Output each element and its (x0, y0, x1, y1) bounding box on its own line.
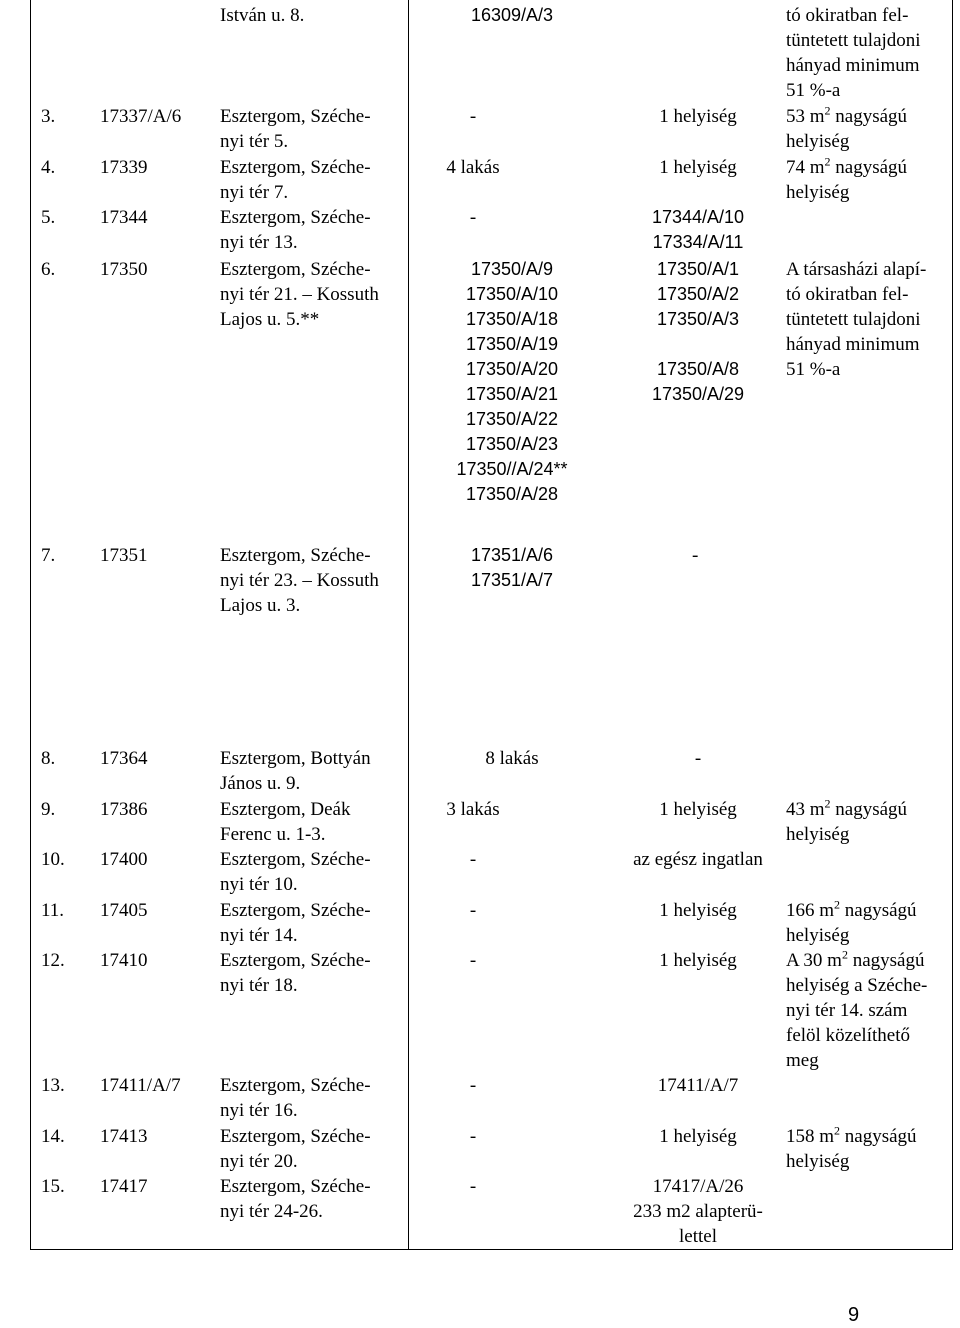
cell-line: nyi tér 24-26. (220, 1201, 323, 1222)
row-number: 8. (41, 748, 56, 769)
cell-line: 51 %-a (786, 80, 841, 101)
cell-line: 17350/A/21 (465, 384, 559, 404)
cell-line: 1 helyiség (659, 106, 737, 127)
cell-line (620, 332, 776, 357)
apartments (408, 543, 616, 593)
cell-line: 8 lakás (485, 748, 539, 769)
parcel-number: 17413 (100, 1126, 148, 1147)
cell-line: Lajos u. 5.** (220, 309, 320, 330)
cell-line: István u. 8. (220, 5, 305, 26)
cell-line: Esztergom, Széche- (220, 106, 371, 127)
row-number: 4. (41, 157, 56, 178)
cell-line: Esztergom, Bottyán (220, 748, 371, 769)
cell-line: nyi tér 7. (220, 182, 289, 203)
cell-line: Esztergom, Széche- (220, 1176, 371, 1197)
address (220, 155, 400, 205)
apartments (408, 257, 616, 507)
page-number: 9 (848, 1304, 860, 1326)
cell-line: Esztergom, Széche- (220, 950, 371, 971)
cell-line: helyiség (786, 131, 850, 152)
cell-line: Ferenc u. 1-3. (220, 824, 326, 845)
parcel-number: 17339 (100, 157, 148, 178)
note (786, 1124, 952, 1174)
address (220, 847, 400, 897)
cell-line: Esztergom, Széche- (220, 1075, 371, 1096)
parcel-number: 17405 (100, 900, 148, 921)
cell-line: hányad minimum (786, 55, 920, 76)
cell-line: 17344/A/10 (651, 207, 745, 227)
table-border-bottom (30, 1249, 953, 1250)
cell-line: nyi tér 16. (220, 1100, 298, 1121)
cell-line: Esztergom, Széche- (220, 207, 371, 228)
cell-line: helyiség (786, 182, 850, 203)
apartments (408, 1174, 538, 1199)
cell-line: - (469, 1075, 477, 1096)
cell-line: lettel (679, 1226, 717, 1247)
cell-line: - (469, 1126, 477, 1147)
cell-line: nyi tér 10. (220, 874, 298, 895)
cell-line: - (469, 950, 477, 971)
cell-line: Esztergom, Széche- (220, 157, 371, 178)
cell-line: nyi tér 5. (220, 131, 289, 152)
cell-line: nyi tér 14. szám (786, 1000, 908, 1021)
cell-line: 17350//A/24** (456, 459, 568, 479)
parcel-number: 17411/A/7 (100, 1075, 181, 1096)
parcel-number: 17386 (100, 799, 148, 820)
address (220, 3, 400, 28)
cell-line: 166 $m^2$ nagyságú (786, 897, 917, 921)
cell-line: - (469, 849, 477, 870)
cell-line: 17351/A/6 (470, 545, 554, 565)
premises (620, 847, 776, 872)
cell-line: helyiség (786, 1151, 850, 1172)
cell-line: A 30 $m^2$ nagyságú (786, 947, 925, 971)
cell-line: nyi tér 20. (220, 1151, 298, 1172)
cell-line: 51 %-a (786, 359, 841, 380)
note (786, 104, 952, 154)
row-number: 12. (41, 950, 65, 971)
row-number: 3. (41, 106, 56, 127)
address (220, 205, 400, 255)
parcel-number: 17417 (100, 1176, 148, 1197)
row-number: 6. (41, 259, 56, 280)
cell-line: 1 helyiség (659, 157, 737, 178)
cell-line: 53 $m^2$ nagyságú (786, 103, 908, 127)
premises (620, 948, 776, 973)
table-border-left (30, 0, 31, 1250)
cell-line: hányad minimum (786, 334, 920, 355)
cell-line: 1 helyiség (659, 1126, 737, 1147)
cell-line: helyiség (786, 824, 850, 845)
address (220, 797, 400, 847)
cell-line: nyi tér 13. (220, 232, 298, 253)
address (220, 543, 400, 618)
cell-line: Esztergom, Széche- (220, 900, 371, 921)
cell-line: - (692, 545, 699, 566)
note (786, 257, 952, 382)
premises (620, 104, 776, 129)
cell-line: tó okiratban fel- (786, 284, 909, 305)
apartments (408, 155, 538, 180)
cell-line: - (469, 207, 477, 228)
address (220, 1124, 400, 1174)
row-number: 15. (41, 1176, 65, 1197)
cell-line: 17411/A/7 (657, 1075, 739, 1096)
premises (620, 1124, 776, 1149)
parcel-number: 17364 (100, 748, 148, 769)
cell-line: 1 helyiség (659, 799, 737, 820)
cell-line: 17350/A/20 (465, 359, 559, 379)
note (786, 155, 952, 205)
apartments (408, 746, 616, 771)
cell-line: nyi tér 23. – Kossuth (220, 570, 379, 591)
apartments (408, 3, 616, 28)
cell-line: 17350/A/8 (656, 359, 740, 379)
address (220, 257, 400, 332)
premises (620, 205, 776, 255)
apartments (408, 1124, 538, 1149)
cell-line: 17350/A/28 (465, 484, 559, 504)
cell-line: Esztergom, Széche- (220, 259, 371, 280)
cell-line: 158 $m^2$ nagyságú (786, 1123, 917, 1147)
cell-line: 43 $m^2$ nagyságú (786, 796, 908, 820)
row-number: 10. (41, 849, 65, 870)
column-divider (408, 0, 409, 1250)
address (220, 1073, 400, 1123)
apartments (408, 205, 538, 230)
cell-line: 17334/A/11 (652, 232, 744, 252)
cell-line: 17351/A/7 (470, 570, 554, 590)
cell-line: felöl közelíthető (786, 1025, 910, 1046)
row-number: 13. (41, 1075, 65, 1096)
premises (620, 543, 852, 568)
cell-line: az egész ingatlan (633, 849, 763, 870)
cell-line: nyi tér 18. (220, 975, 298, 996)
row-number: 7. (41, 545, 56, 566)
apartments (408, 847, 538, 872)
row-number: 9. (41, 799, 56, 820)
note (786, 898, 952, 948)
premises (620, 746, 776, 771)
premises (620, 257, 776, 407)
note (786, 948, 952, 1073)
cell-line: 17417/A/26 (652, 1176, 744, 1197)
cell-line: tüntetett tulajdoni (786, 30, 921, 51)
premises (620, 1174, 776, 1249)
cell-line: Esztergom, Széche- (220, 545, 371, 566)
cell-line: 16309/A/3 (470, 5, 554, 25)
cell-line: 17350/A/23 (465, 434, 559, 454)
cell-line: - (469, 1176, 477, 1197)
cell-line: 17350/A/1 (656, 259, 740, 279)
address (220, 746, 400, 796)
apartments (408, 797, 538, 822)
address (220, 104, 400, 154)
cell-line: meg (786, 1050, 819, 1071)
parcel-number: 17337/A/6 (100, 106, 182, 127)
cell-line: - (469, 900, 477, 921)
cell-line: 3 lakás (446, 799, 500, 820)
premises (620, 898, 776, 923)
parcel-number: 17344 (100, 207, 148, 228)
cell-line: 17350/A/18 (465, 309, 559, 329)
parcel-number: 17350 (100, 259, 148, 280)
cell-line: Esztergom, Széche- (220, 849, 371, 870)
cell-line: nyi tér 14. (220, 925, 298, 946)
row-number: 14. (41, 1126, 65, 1147)
row-number: 5. (41, 207, 56, 228)
address (220, 948, 400, 998)
cell-line: - (694, 748, 702, 769)
cell-line: János u. 9. (220, 773, 301, 794)
note (786, 3, 952, 103)
cell-line: 1 helyiség (659, 900, 737, 921)
address (220, 898, 400, 948)
cell-line: 17350/A/10 (465, 284, 559, 304)
cell-line: Esztergom, Deák (220, 799, 351, 820)
cell-line: - (469, 106, 477, 127)
cell-line: Esztergom, Széche- (220, 1126, 371, 1147)
cell-line: 1 helyiség (659, 950, 737, 971)
premises (620, 155, 776, 180)
cell-line: tó okiratban fel- (786, 5, 909, 26)
cell-line: nyi tér 21. – Kossuth (220, 284, 379, 305)
cell-line: 17350/A/22 (465, 409, 559, 429)
cell-line: 74 $m^2$ nagyságú (786, 154, 908, 178)
cell-line: 17350/A/9 (470, 259, 554, 279)
cell-line: helyiség a Széche- (786, 975, 928, 996)
parcel-number: 17410 (100, 950, 148, 971)
cell-line: Lajos u. 3. (220, 595, 301, 616)
premises (620, 1073, 776, 1098)
cell-line: 233 m2 alapterü- (633, 1201, 763, 1222)
cell-line: 17350/A/29 (651, 384, 745, 404)
cell-line: A társasházi alapí- (786, 259, 927, 280)
apartments (408, 898, 538, 923)
cell-line: 17350/A/2 (656, 284, 740, 304)
premises (620, 797, 776, 822)
row-number: 11. (41, 900, 65, 921)
apartments (408, 948, 538, 973)
parcel-number: 17351 (100, 545, 148, 566)
apartments (408, 1073, 538, 1098)
cell-line: 4 lakás (446, 157, 500, 178)
apartments (408, 104, 538, 129)
cell-line: 17350/A/19 (465, 334, 559, 354)
cell-line: helyiség (786, 925, 850, 946)
table-border-right (952, 0, 953, 1250)
cell-line: tüntetett tulajdoni (786, 309, 921, 330)
address (220, 1174, 400, 1224)
parcel-number: 17400 (100, 849, 148, 870)
cell-line: 17350/A/3 (656, 309, 740, 329)
note (786, 797, 952, 847)
